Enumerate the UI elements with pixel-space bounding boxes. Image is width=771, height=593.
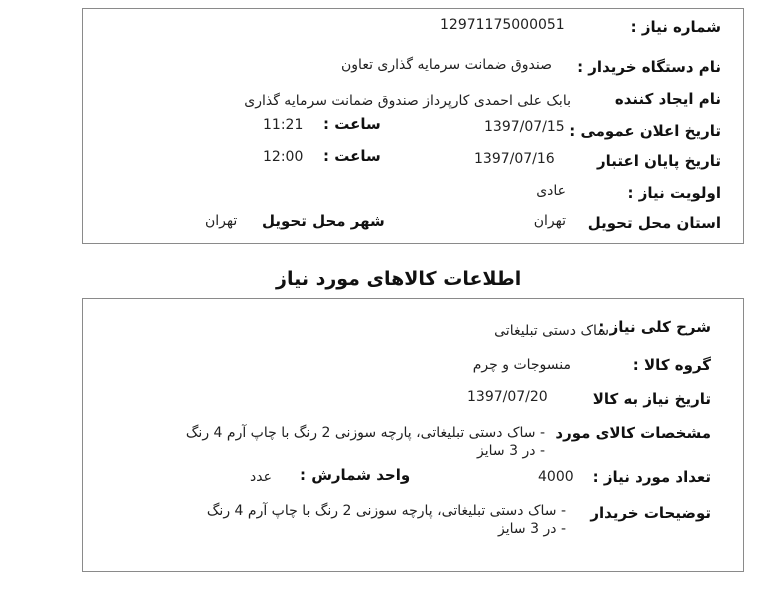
spec-line-2: - در 3 سایز [477,443,545,459]
announce-date: 1397/07/15 [484,119,565,135]
quantity-label: تعداد مورد نیاز : [592,468,711,486]
quantity-value: 4000 [538,469,574,485]
announce-time: 11:21 [263,117,304,133]
need-date-label: تاریخ نیاز به کالا [592,390,711,408]
creator-name: بابک علی احمدی کارپرداز صندوق ضمانت سرمایه گذاری [244,93,571,109]
province-label: استان محل تحویل [587,214,721,232]
announce-date-label: تاریخ اعلان عمومی : [569,122,721,140]
spec-line-1: - ساک دستی تبلیغاتی، پارچه سوزنی 2 رنگ با چاپ آرم 4 رنگ [185,425,545,441]
announce-time-label: ساعت : [323,115,381,133]
general-desc-label: شرح کلی نیاز : [598,318,711,336]
priority-value: عادی [536,183,566,199]
priority-label: اولویت نیاز : [627,184,721,202]
creator-label: نام ایجاد کننده [614,90,721,108]
city-label: شهر محل تحویل [262,212,385,230]
buyer-name: صندوق ضمانت سرمایه گذاری تعاون [341,57,552,73]
need-number: 12971175000051 [440,17,565,33]
unit-value: عدد [250,469,272,485]
valid-time: 12:00 [263,149,304,165]
spec-label: مشخصات کالای مورد [555,424,711,442]
general-desc: ساک دستی تبلیغاتی [494,323,609,339]
province-value: تهران [533,213,566,229]
section-title: اطلاعات کالاهای مورد نیاز [276,268,522,290]
valid-date-label: تاریخ پایان اعتبار [596,152,721,170]
goods-group-label: گروه کالا : [632,356,711,374]
goods-group: منسوجات و چرم [472,357,571,373]
need-date: 1397/07/20 [467,389,548,405]
buyer-notes-line-1: - ساک دستی تبلیغاتی، پارچه سوزنی 2 رنگ با چاپ آرم 4 رنگ [206,503,566,519]
unit-label: واحد شمارش : [300,466,411,484]
buyer-notes-line-2: - در 3 سایز [498,521,566,537]
city-value: تهران [205,213,238,229]
buyer-notes-label: توضیحات خریدار [590,504,711,522]
valid-date: 1397/07/16 [474,151,555,167]
need-number-label: شماره نیاز : [630,18,721,36]
valid-time-label: ساعت : [323,147,381,165]
buyer-label: نام دستگاه خریدار : [577,58,721,76]
